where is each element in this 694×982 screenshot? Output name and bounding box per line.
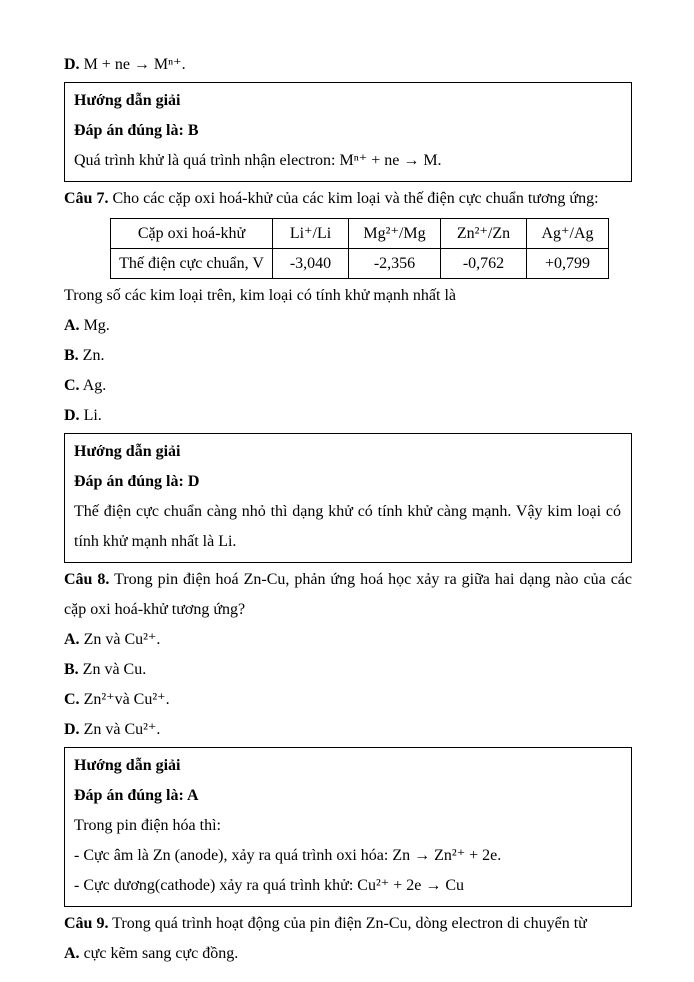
option-text: Zn và Cu²⁺. <box>83 721 161 738</box>
prev-option-d-label: D. <box>64 56 80 73</box>
table-header-cell: Mg²⁺/Mg <box>349 219 441 249</box>
option-label: B. <box>64 347 79 364</box>
solution-answer <box>74 467 621 497</box>
q9-option-a <box>64 939 632 969</box>
table-header-cell: Zn²⁺/Zn <box>441 219 527 249</box>
solution-answer <box>74 781 621 811</box>
option-text: Zn. <box>82 347 105 364</box>
solution-answer <box>74 116 621 146</box>
table-cell: +0,799 <box>527 249 609 279</box>
question-7-label: Câu 7. <box>64 190 109 207</box>
question-7 <box>64 184 632 214</box>
option-text: Zn và Cu. <box>82 661 147 678</box>
question-9-text: Trong quá trình hoạt động của pin điện Zn-Cu, dòng electron di chuyển từ <box>112 915 587 932</box>
solution-body: Thế điện cực chuẩn càng nhỏ thì dạng khử có tính khử càng mạnh. Vậy kim loại có tính khử mạnh nhất là Li. <box>74 503 621 550</box>
solution-heading <box>74 751 621 781</box>
table-cell: -2,356 <box>349 249 441 279</box>
option-text: Ag. <box>82 377 107 394</box>
option-label: C. <box>64 691 80 708</box>
question-7-stem: Trong số các kim loại trên, kim loại có tính khử mạnh nhất là <box>64 287 457 304</box>
solution-heading-text: Hướng dẫn giải <box>74 757 181 774</box>
option-label: A. <box>64 631 80 648</box>
table-header-cell: Ag⁺/Ag <box>527 219 609 249</box>
question-9 <box>64 909 632 939</box>
solution-heading <box>74 86 621 116</box>
table-header-row <box>111 219 609 249</box>
prev-option-d-text: M + ne → Mⁿ⁺. <box>83 56 186 73</box>
solution-box-q7 <box>64 433 632 563</box>
table-header-cell: Li⁺/Li <box>273 219 349 249</box>
q8-option-b <box>64 655 632 685</box>
solution-heading-text: Hướng dẫn giải <box>74 443 181 460</box>
solution-box-q6 <box>64 82 632 182</box>
solution-heading <box>74 437 621 467</box>
solution-line: - Cực dương(cathode) xảy ra quá trình khử: Cu²⁺ + 2e → Cu <box>74 877 464 894</box>
solution-answer-text: Đáp án đúng là: B <box>74 122 199 139</box>
table-value-row <box>111 249 609 279</box>
option-label: D. <box>64 721 80 738</box>
solution-answer-text: Đáp án đúng là: A <box>74 787 199 804</box>
option-label: D. <box>64 407 80 424</box>
table-cell: Thế điện cực chuẩn, V <box>111 249 273 279</box>
option-text: Zn và Cu²⁺. <box>83 631 161 648</box>
q8-option-c <box>64 685 632 715</box>
q7-option-d <box>64 401 632 431</box>
option-label: A. <box>64 317 80 334</box>
option-text: Mg. <box>83 317 110 334</box>
option-text: Zn²⁺và Cu²⁺. <box>83 691 170 708</box>
table-cell: -0,762 <box>441 249 527 279</box>
option-label: B. <box>64 661 79 678</box>
solution-box-q8 <box>64 747 632 907</box>
question-9-label: Câu 9. <box>64 915 109 932</box>
electrode-potential-table <box>110 218 609 279</box>
table-header-cell: Cặp oxi hoá-khử <box>111 219 273 249</box>
option-label: C. <box>64 377 80 394</box>
solution-line: Trong pin điện hóa thì: <box>74 817 221 834</box>
question-8 <box>64 565 632 625</box>
q7-option-b <box>64 341 632 371</box>
question-7-text: Cho các cặp oxi hoá-khử của các kim loại và thế điện cực chuẩn tương ứng: <box>112 190 599 207</box>
q8-option-a <box>64 625 632 655</box>
option-label: A. <box>64 945 80 962</box>
q7-option-a <box>64 311 632 341</box>
table-cell: -3,040 <box>273 249 349 279</box>
solution-body: Quá trình khử là quá trình nhận electron: Mⁿ⁺ + ne → M. <box>74 152 442 169</box>
question-8-text: Trong pin điện hoá Zn-Cu, phản ứng hoá học xảy ra giữa hai dạng nào của các cặp oxi hoá-khử tương ứng? <box>64 571 632 618</box>
option-text: cực kẽm sang cực đồng. <box>83 945 239 962</box>
solution-answer-text: Đáp án đúng là: D <box>74 473 200 490</box>
option-text: Li. <box>83 407 102 424</box>
prev-option-d <box>64 50 632 80</box>
question-8-label: Câu 8. <box>64 571 110 588</box>
q7-option-c <box>64 371 632 401</box>
q8-option-d <box>64 715 632 745</box>
solution-heading-text: Hướng dẫn giải <box>74 92 181 109</box>
solution-line: - Cực âm là Zn (anode), xảy ra quá trình oxi hóa: Zn → Zn²⁺ + 2e. <box>74 847 502 864</box>
